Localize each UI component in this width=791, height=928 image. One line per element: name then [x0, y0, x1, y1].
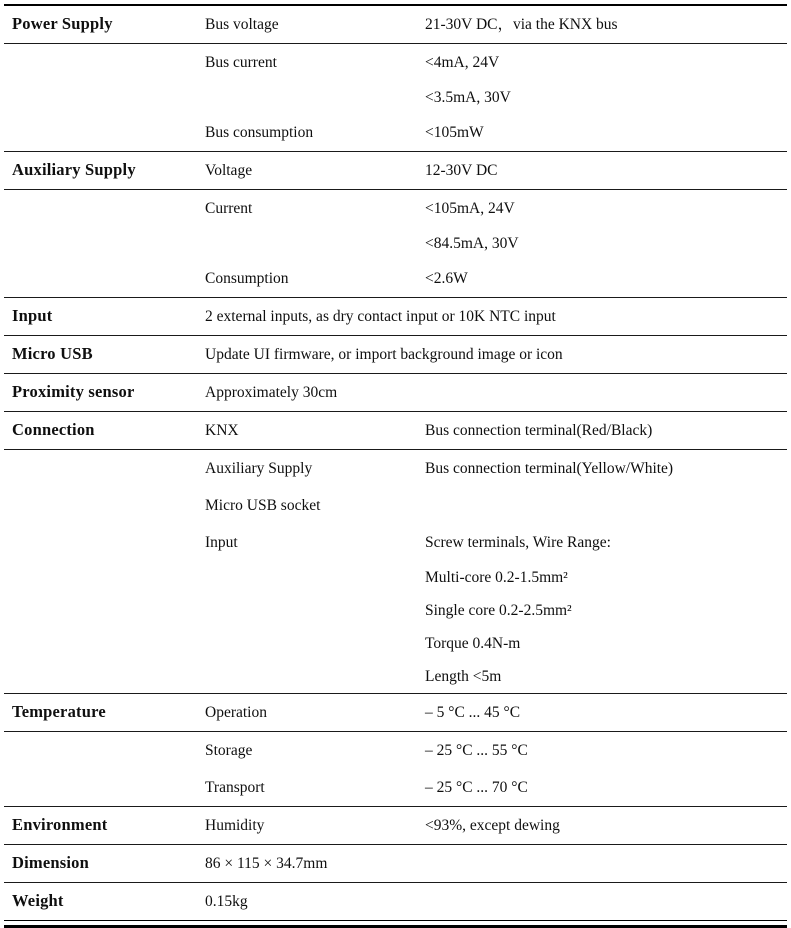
cell-parameter: Input — [205, 533, 238, 551]
cell-value: – 25 °C ... 70 °C — [425, 778, 528, 796]
table-row — [4, 450, 787, 487]
cell-value: Single core 0.2-2.5mm² — [425, 601, 572, 619]
cell-category: Connection — [12, 420, 95, 440]
cell-value: 12-30V DC — [425, 161, 498, 179]
cell-value: <93%, except dewing — [425, 816, 560, 834]
cell-value: Screw terminals, Wire Range: — [425, 533, 611, 551]
cell-category: Weight — [12, 891, 64, 911]
table-row — [4, 190, 787, 227]
cell-category: Environment — [12, 815, 108, 835]
table-row — [4, 6, 787, 44]
cell-category: Dimension — [12, 853, 89, 873]
cell-parameter: 86 × 115 × 34.7mm — [205, 854, 328, 872]
cell-parameter: Approximately 30cm — [205, 383, 338, 401]
cell-value: – 5 °C ... 45 °C — [425, 703, 521, 721]
cell-parameter: 2 external inputs, as dry contact input or 10K NTC input — [205, 307, 556, 325]
cell-category: Proximity sensor — [12, 382, 135, 402]
table-row — [4, 298, 787, 335]
spec-table — [4, 4, 787, 921]
table-row — [4, 807, 787, 844]
cell-parameter: Auxiliary Supply — [205, 459, 313, 477]
cell-category: Input — [12, 306, 53, 326]
cell-parameter: Consumption — [205, 269, 289, 287]
cell-value: <3.5mA, 30V — [425, 88, 511, 106]
table-row — [4, 627, 787, 660]
table-row — [4, 412, 787, 450]
table-row — [4, 374, 787, 411]
cell-value: Bus connection terminal(Red/Black) — [425, 421, 653, 439]
table-row — [4, 845, 787, 882]
cell-parameter: Update UI firmware, or import background image or icon — [205, 345, 563, 363]
cell-parameter: Voltage — [205, 161, 253, 179]
cell-parameter: Bus current — [205, 53, 277, 71]
cell-value: Torque 0.4N-m — [425, 634, 521, 652]
cell-value: <84.5mA, 30V — [425, 234, 519, 252]
cell-parameter: Transport — [205, 778, 265, 796]
table-row — [4, 260, 787, 297]
cell-parameter: KNX — [205, 421, 239, 439]
table-row — [4, 524, 787, 561]
table-row — [4, 152, 787, 190]
section-dimension — [4, 844, 787, 882]
section-proximity-sensor — [4, 373, 787, 411]
table-row — [4, 769, 787, 806]
cell-value: <4mA, 24V — [425, 53, 500, 71]
cell-value: <2.6W — [425, 269, 468, 287]
section-connection — [4, 411, 787, 693]
section-power-supply — [4, 6, 787, 151]
cell-value: Length <5m — [425, 667, 502, 685]
section-environment — [4, 806, 787, 844]
cell-parameter: Bus consumption — [205, 123, 314, 141]
table-row — [4, 44, 787, 81]
table-row — [4, 594, 787, 627]
table-row — [4, 81, 787, 114]
table-row — [4, 336, 787, 373]
section-weight — [4, 882, 787, 920]
cell-value: Multi-core 0.2-1.5mm² — [425, 568, 568, 586]
cell-value: Bus connection terminal(Yellow/White) — [425, 459, 674, 477]
cell-value: 21-30V DC，via the KNX bus — [425, 15, 618, 33]
cell-value: <105mA, 24V — [425, 199, 515, 217]
cell-parameter: Micro USB socket — [205, 496, 321, 514]
table-row — [4, 660, 787, 693]
section-temperature — [4, 693, 787, 806]
cell-value: <105mW — [425, 123, 484, 141]
cell-parameter: Storage — [205, 741, 253, 759]
cell-category: Auxiliary Supply — [12, 160, 136, 180]
section-micro-usb — [4, 335, 787, 373]
table-row — [4, 227, 787, 260]
table-row — [4, 561, 787, 594]
section-input — [4, 297, 787, 335]
cell-parameter: Humidity — [205, 816, 265, 834]
table-row — [4, 694, 787, 732]
table-row — [4, 732, 787, 769]
cell-category: Power Supply — [12, 14, 113, 34]
cell-parameter: 0.15kg — [205, 892, 248, 910]
table-row — [4, 883, 787, 920]
cell-category: Micro USB — [12, 344, 93, 364]
table-row — [4, 487, 787, 524]
cell-value: – 25 °C ... 55 °C — [425, 741, 528, 759]
table-row — [4, 114, 787, 151]
cell-parameter: Current — [205, 199, 253, 217]
cell-parameter: Bus voltage — [205, 15, 279, 33]
section-auxiliary-supply — [4, 151, 787, 297]
cell-parameter: Operation — [205, 703, 267, 721]
cell-category: Temperature — [12, 702, 106, 722]
